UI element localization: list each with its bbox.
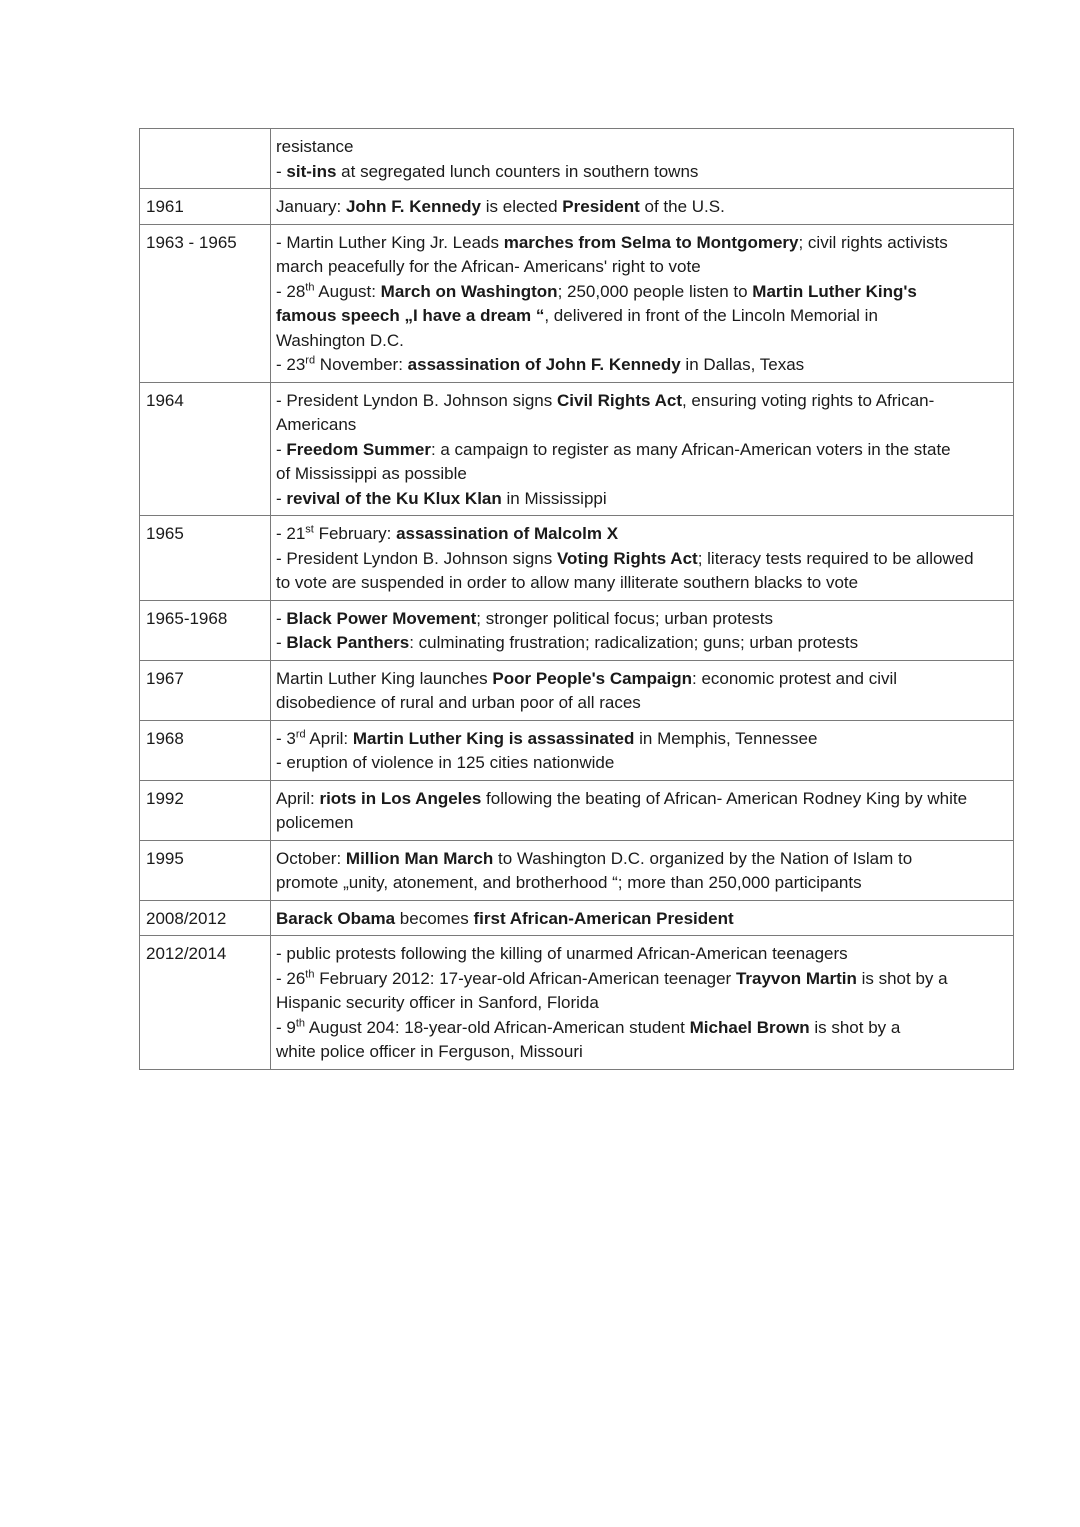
year-cell: 2012/2014 <box>140 936 271 1070</box>
text-segment: August 204: 18-year-old African-American student <box>305 1017 690 1037</box>
text-segment: is elected <box>481 197 563 216</box>
event-cell <box>271 660 1014 720</box>
text-segment: ; civil rights activists <box>798 232 948 252</box>
text-segment: November: <box>315 355 408 374</box>
text-segment: in Dallas, Texas <box>680 355 805 374</box>
text-segment: ; stronger political focus; urban protests <box>476 608 773 628</box>
text-segment: white police officer in Ferguson, Missouri <box>276 1042 583 1061</box>
text-segment: - President Lyndon B. Johnson signs <box>276 548 557 568</box>
bold-term: Civil Rights Act <box>556 390 682 410</box>
event-cell <box>271 780 1014 840</box>
table-row <box>140 382 1014 516</box>
ordinal-suffix: rd <box>305 354 316 367</box>
year-cell <box>140 129 271 189</box>
bold-term: Barack Obama <box>276 908 396 928</box>
bold-term: Trayvon Martin <box>735 968 857 988</box>
event-cell <box>271 936 1014 1070</box>
year-cell: 1967 <box>140 660 271 720</box>
text-segment: - <box>276 439 287 459</box>
event-line <box>276 991 1009 1016</box>
event-line <box>276 787 1009 812</box>
text-segment: is shot by a <box>809 1017 901 1037</box>
year-cell: 1961 <box>140 189 271 225</box>
text-segment: to Washington D.C. organized by the Nation of Islam to <box>493 848 913 868</box>
ordinal-suffix: st <box>305 523 314 536</box>
bold-term: famous speech „I have a dream “ <box>276 306 545 325</box>
text-segment: October: <box>276 848 346 868</box>
ordinal-suffix: th <box>305 280 315 293</box>
event-line <box>276 329 1009 354</box>
text-segment: of the U.S. <box>639 197 725 216</box>
event-line <box>276 631 1009 656</box>
text-segment: Americans <box>276 415 357 434</box>
event-line <box>276 751 1009 776</box>
table-row <box>140 720 1014 780</box>
event-line <box>276 967 1009 992</box>
event-cell <box>271 516 1014 601</box>
event-line <box>276 255 1009 280</box>
text-segment: April: <box>305 728 353 748</box>
table-row <box>140 189 1014 225</box>
text-segment: disobedience of rural and urban poor of all races <box>276 693 641 712</box>
ordinal-suffix: rd <box>295 727 306 740</box>
event-cell <box>271 382 1014 516</box>
timeline-body <box>140 129 1014 1070</box>
bold-term: revival of the Ku Klux Klan <box>286 488 502 508</box>
event-line <box>276 1016 1009 1041</box>
event-cell <box>271 189 1014 225</box>
text-segment: February 2012: 17-year-old African-American teenager <box>314 968 736 988</box>
text-segment: , ensuring voting rights to African- <box>681 390 935 410</box>
table-row <box>140 840 1014 900</box>
event-line <box>276 135 1009 160</box>
text-segment: ; literacy tests required to be allowed <box>697 548 974 568</box>
text-segment: : a campaign to register as many African-American voters in the state <box>430 439 951 459</box>
bold-term: March on Washington <box>380 281 558 301</box>
event-line <box>276 811 1009 836</box>
table-row <box>140 224 1014 382</box>
year-cell: 1965 <box>140 516 271 601</box>
text-segment: following the beating of African- American Rodney King by white <box>481 788 968 808</box>
year-cell: 1965-1968 <box>140 600 271 660</box>
text-segment: August: <box>314 281 381 301</box>
text-segment: - <box>276 161 287 181</box>
event-line <box>276 231 1009 256</box>
event-line <box>276 389 1009 414</box>
event-line <box>276 462 1009 487</box>
text-segment: in Mississippi <box>501 488 607 508</box>
table-row <box>140 936 1014 1070</box>
text-segment: at segregated lunch counters in southern towns <box>336 161 699 181</box>
bold-term: Michael Brown <box>689 1017 810 1037</box>
table-row <box>140 600 1014 660</box>
bold-term: Martin Luther King's <box>752 281 917 301</box>
event-line <box>276 667 1009 692</box>
text-segment: February: <box>313 524 397 543</box>
text-segment: Hispanic security officer in Sanford, Florida <box>276 993 599 1012</box>
timeline-table <box>139 128 1014 1070</box>
text-segment: - 9 <box>276 1017 296 1037</box>
text-segment: to vote are suspended in order to allow many illiterate southern blacks to vote <box>276 573 859 592</box>
event-line <box>276 487 1009 512</box>
table-row <box>140 516 1014 601</box>
text-segment: of Mississippi as possible <box>276 464 467 483</box>
event-line <box>276 942 1009 967</box>
event-cell <box>271 129 1014 189</box>
event-line <box>276 727 1009 752</box>
text-segment: is shot by a <box>856 968 948 988</box>
text-segment: January: <box>276 197 346 216</box>
event-line <box>276 907 1009 932</box>
text-segment: - public protests following the killing of unarmed African-American teenagers <box>276 944 848 963</box>
bold-term: Freedom Summer <box>286 439 431 459</box>
bold-term: President <box>562 197 640 216</box>
event-cell <box>271 224 1014 382</box>
text-segment: - 28 <box>276 281 306 301</box>
event-line <box>276 280 1009 305</box>
bold-term: Voting Rights Act <box>556 548 698 568</box>
bold-term: Million Man March <box>345 848 494 868</box>
event-line <box>276 353 1009 378</box>
bold-term: Martin Luther King is assassinated <box>352 728 635 748</box>
event-line <box>276 522 1009 547</box>
text-segment: promote „unity, atonement, and brotherhood “; more than 250,000 participants <box>276 873 862 892</box>
event-line <box>276 413 1009 438</box>
text-segment: April: <box>276 788 320 808</box>
text-segment: - 26 <box>276 968 306 988</box>
text-segment: - <box>276 608 287 628</box>
ordinal-suffix: th <box>295 1016 306 1029</box>
year-cell: 1963 - 1965 <box>140 224 271 382</box>
bold-term: assassination of Malcolm X <box>396 524 619 543</box>
text-segment: - <box>276 488 287 508</box>
bold-term: marches from Selma to Montgomery <box>503 232 799 252</box>
table-row <box>140 660 1014 720</box>
text-segment: , delivered in front of the Lincoln Memorial in <box>544 306 878 325</box>
text-segment: ; 250,000 people listen to <box>557 281 753 301</box>
text-segment: march peacefully for the African- Americans' right to vote <box>276 257 701 276</box>
bold-term: John F. Kennedy <box>345 197 482 216</box>
bold-term: Poor People's Campaign <box>492 668 692 688</box>
event-cell <box>271 900 1014 936</box>
text-segment: policemen <box>276 813 354 832</box>
year-cell: 2008/2012 <box>140 900 271 936</box>
event-line <box>276 304 1009 329</box>
text-segment: - Martin Luther King Jr. Leads <box>276 232 504 252</box>
event-line <box>276 571 1009 596</box>
year-cell: 1968 <box>140 720 271 780</box>
bold-term: Black Panthers <box>286 633 410 652</box>
event-line <box>276 438 1009 463</box>
year-cell: 1992 <box>140 780 271 840</box>
event-line <box>276 195 1009 220</box>
bold-term: first African-American President <box>473 908 734 928</box>
event-line <box>276 691 1009 716</box>
event-line <box>276 547 1009 572</box>
text-segment: : culminating frustration; radicalization; guns; urban protests <box>409 633 859 652</box>
text-segment: - 23 <box>276 355 306 374</box>
event-cell <box>271 840 1014 900</box>
bold-term: Black Power Movement <box>286 608 477 628</box>
bold-term: assassination of John F. Kennedy <box>407 355 681 374</box>
text-segment: resistance <box>276 137 354 156</box>
table-row <box>140 129 1014 189</box>
table-row <box>140 900 1014 936</box>
table-row <box>140 780 1014 840</box>
event-cell <box>271 720 1014 780</box>
event-line <box>276 607 1009 632</box>
event-line <box>276 847 1009 872</box>
text-segment: : economic protest and civil <box>692 668 898 688</box>
text-segment: Washington D.C. <box>276 330 404 350</box>
event-line <box>276 871 1009 896</box>
bold-term: riots in Los Angeles <box>319 788 482 808</box>
text-segment: - eruption of violence in 125 cities nationwide <box>276 753 615 772</box>
text-segment: - President Lyndon B. Johnson signs <box>276 390 557 410</box>
year-cell: 1995 <box>140 840 271 900</box>
event-line <box>276 160 1009 185</box>
bold-term: sit-ins <box>286 161 337 181</box>
text-segment: - 3 <box>276 728 296 748</box>
event-cell <box>271 600 1014 660</box>
year-cell: 1964 <box>140 382 271 516</box>
text-segment: - <box>276 633 287 652</box>
ordinal-suffix: th <box>305 967 315 980</box>
text-segment: Martin Luther King launches <box>276 668 493 688</box>
text-segment: becomes <box>395 908 474 928</box>
text-segment: - 21 <box>276 524 306 543</box>
text-segment: in Memphis, Tennessee <box>634 728 818 748</box>
event-line <box>276 1040 1009 1065</box>
